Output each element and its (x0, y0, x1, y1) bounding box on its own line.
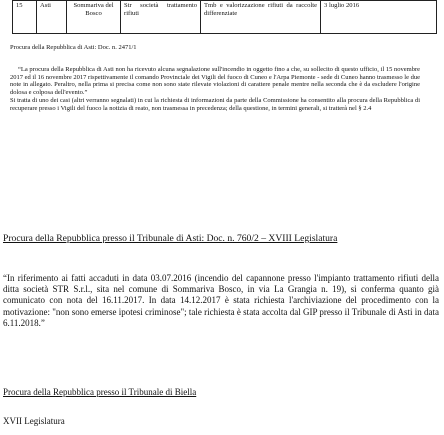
biella-legislature: XVII Legislatura (3, 416, 65, 426)
incident-table (12, 0, 437, 34)
asti-quote-paragraph-1: “La procura della Repubblica di Asti non ha ricevuto alcuna segnalazione sull'incendio in oggetto fino a che, su sollecito di questo ufficio, il 15 novembre 2017 ed il 16 novembre 2017 rispettivamente il comando Provinciale dei Vigili del fuoco di Cuneo e l'Arpa Piemonte - sede di Cuneo hanno trasmesso le due note in allegato. Peraltro, nella prima si precisa come non sono state rilevate violazioni di carattere penale mentre nella seconda che è da escludere l'origine dolosa e colposa dell'evento.” (10, 66, 420, 97)
tribunale-asti-text: “In riferimento ai fatti accaduti in data 03.07.2016 (incendio del capannone presso l'impianto trattamento rifiuti della ditta società STR S.r.l., sita nel comune di Sommariva Bosco, in via La Grangia n. 19), si conferma quanto già comunicato con nota del 16.11.2017. In data 14.12.2017 è stata richiesta l'archiviazione del procedimento con la motivazione: "non sono emerse ipotesi criminose"; tale richiesta è stata accolta dal GIP presso il Tribunale di Asti in data 6.11.2018.” (3, 273, 439, 328)
cell-activity: Tmb e valorizzazione rifiuti da raccolte differenziate (201, 1, 321, 34)
cell-place: Sommariva del Bosco (67, 1, 121, 34)
asti-quote (10, 66, 420, 112)
cell-date: 3 luglio 2016 (321, 1, 437, 34)
cell-number: 15 (13, 1, 37, 34)
asti-doc-reference: Procura della Repubblica di Asti: Doc. n. 2471/1 (10, 44, 137, 51)
table-row (13, 1, 437, 34)
tribunale-asti-heading: Procura della Repubblica presso il Tribunale di Asti: Doc. n. 760/2 – XVIII Legislatura (3, 233, 338, 244)
biella-heading: Procura della Repubblica presso il Tribunale di Biella (3, 387, 197, 397)
asti-quote-paragraph-2: Si tratta di uno dei casi (altri verranno segnalati) in cui la richiesta di informazioni da parte della Commissione ha consentito alla procura della Repubblica di recuperare presso i Vigili del fuoco la notizia di reato, non trasmessa in precedenza; della questione, in termini generali, si tratterà nel § 2.4 (10, 96, 420, 112)
cell-company: Str società trattamento rifiuti (121, 1, 201, 34)
cell-city: Asti (37, 1, 67, 34)
